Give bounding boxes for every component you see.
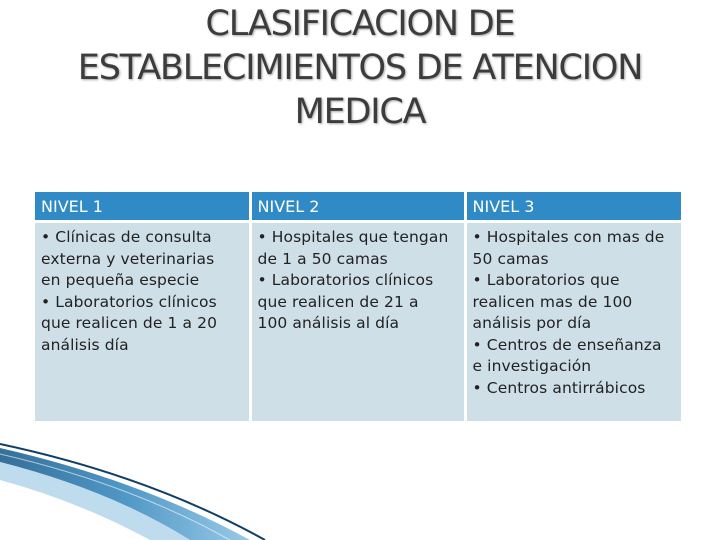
cell-nivel-2	[250, 222, 465, 422]
cell-line: • Hospitales que tengan	[257, 228, 449, 246]
cell-line: análisis día	[41, 335, 129, 354]
slide-title	[20, 2, 700, 134]
cell-nivel-1	[35, 222, 250, 422]
cell-line: realicen mas de 100	[472, 292, 633, 311]
cell-line: e investigación	[472, 357, 592, 375]
cell-line: 50 camas	[472, 249, 549, 268]
cell-line: • Laboratorios clínicos	[41, 292, 217, 311]
cell-line: • Clínicas de consulta	[41, 228, 212, 246]
decorative-swoosh	[0, 440, 720, 540]
title-line-2: ESTABLECIMIENTOS DE ATENCION	[77, 48, 643, 88]
cell-line: análisis por día	[472, 314, 592, 332]
header-nivel-2: NIVEL 2	[250, 192, 465, 222]
cell-nivel-3	[465, 222, 681, 422]
header-nivel-3: NIVEL 3	[465, 192, 681, 222]
cell-line: • Laboratorios que	[472, 271, 620, 289]
table-row	[35, 222, 681, 422]
cell-line: • Laboratorios clínicos	[257, 271, 434, 289]
table-header-row	[35, 192, 681, 222]
cell-line: • Hospitales con mas de	[472, 228, 665, 246]
cell-line: 100 análisis al día	[257, 314, 400, 332]
cell-line: de 1 a 50 camas	[257, 249, 388, 268]
cell-line: que realicen de 1 a 20	[41, 314, 218, 332]
title-line-1: CLASIFICACION DE	[205, 4, 515, 44]
cell-line: que realicen de 21 a	[257, 292, 419, 311]
title-line-3: MEDICA	[294, 92, 426, 132]
classification-table	[35, 192, 681, 421]
cell-line: • Centros de enseñanza	[472, 335, 662, 354]
cell-line: en pequeña especie	[41, 271, 200, 289]
cell-line: externa y veterinarias	[41, 249, 215, 268]
header-nivel-1: NIVEL 1	[35, 192, 250, 222]
cell-line: • Centros antirrábicos	[472, 378, 646, 397]
